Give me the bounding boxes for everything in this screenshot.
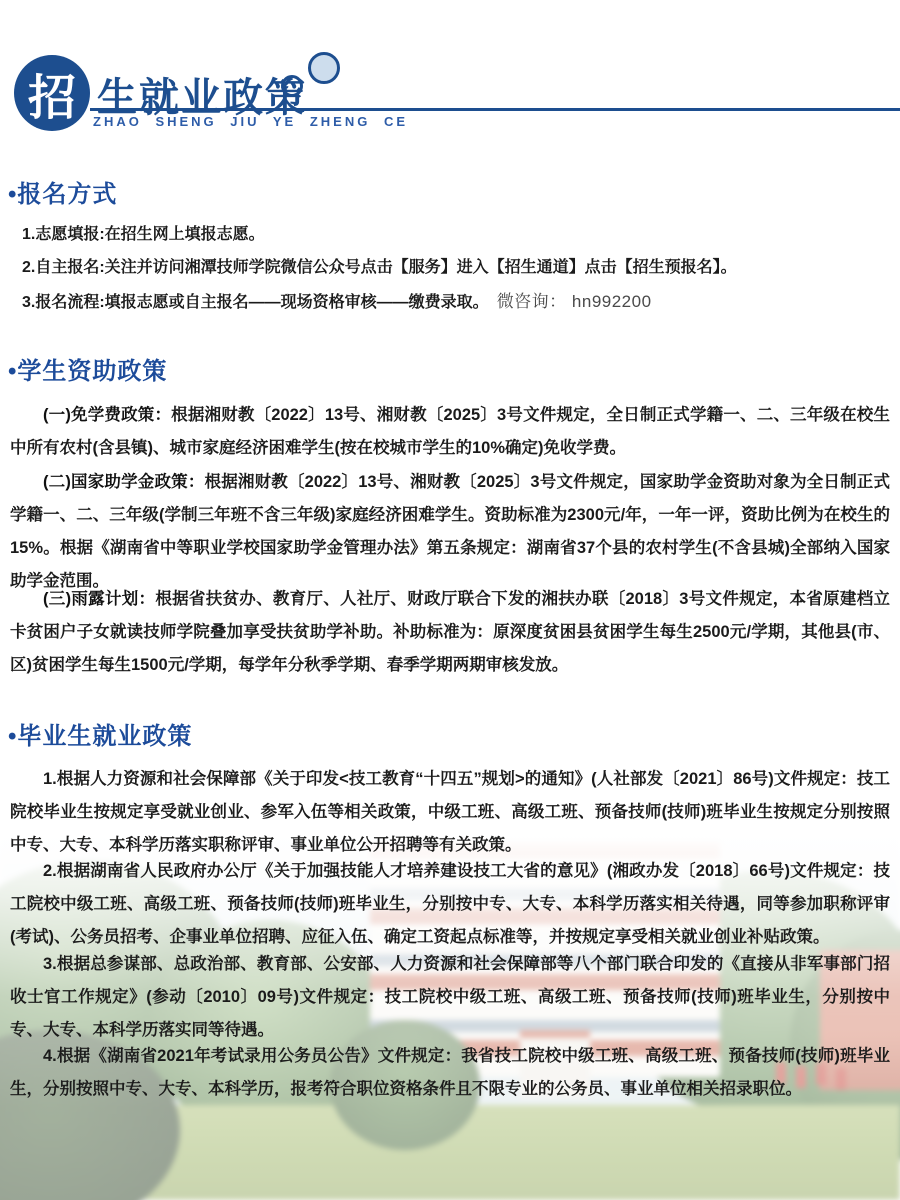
- aid-paragraph-national-grant: [10, 466, 890, 598]
- aid-paragraph-3-text: 根据省扶贫办、教育厅、人社厅、财政厅联合下发的湘扶办联〔2018〕3号文件规定，本省原建档立卡贫困户子女就读技师学院叠加享受扶贫助学补助。补助标准为：原深度贫困县贫困学生每生2500元/学期，其他县(市、区)贫困学生每生1500元/学期，每学年分秋季学期、春季学期两期审核发放。: [10, 590, 890, 674]
- section-heading-graduate-employment: •毕业生就业政策: [8, 723, 193, 750]
- registration-item-1: 1.志愿填报:在招生网上填报志愿。: [22, 226, 265, 243]
- registration-item-3-text: 3.报名流程:填报志愿或自主报名——现场资格审核——缴费录取。: [22, 294, 489, 311]
- aid-paragraph-2-label: (二)国家助学金政策：: [43, 473, 205, 491]
- aid-paragraph-tuition-waiver: [10, 399, 890, 465]
- employment-paragraph-4: 4.根据《湖南省2021年考试录用公务员公告》文件规定：我省技工院校中级工班、高级工班、预备技师(技师)班毕业生，分别按照中专、大专、本科学历，报考符合职位资格条件且不限专业的公务员、事业单位相关招录职位。: [10, 1047, 890, 1098]
- aid-paragraph-1-text: 根据湘财教〔2022〕13号、湘财教〔2025〕3号文件规定，全日制正式学籍一、二、三年级在校生中所有农村(含县镇)、城市家庭经济困难学生(按在校城市学生的10%确定)免收学费。: [10, 406, 890, 457]
- section-heading-registration: •报名方式: [8, 181, 118, 208]
- aid-paragraph-1-label: (一)免学费政策：: [43, 406, 172, 424]
- page-title: 生就业政策: [97, 76, 307, 120]
- employment-paragraph-2: 2.根据湖南省人民政府办公厅《关于加强技能人才培养建设技工大省的意见》(湘政办发〔2018〕66号)文件规定：技工院校中级工班、高级工班、预备技师(技师)班毕业生，分别按中专、大专、本科学历落实相关待遇，同等参加职称评审(考试)、公务员招考、企事业单位招聘、应征入伍、确定工资起点标准等，并按规定享受相关就业创业补贴政策。: [10, 862, 890, 946]
- aid-paragraph-2-text: 根据湘财教〔2022〕13号、湘财教〔2025〕3号文件规定，国家助学金资助对象为全日制正式学籍一、二、三年级(学制三年班不含三年级)家庭经济困难学生。资助标准为2300元/年，一年一评，资助比例为在校生的15%。根据《湖南省中等职业学校国家助学金管理办法》第五条规定：湖南省37个县的农村学生(不含县城)全部纳入国家助学金范围。: [10, 473, 890, 590]
- section-heading-student-aid: •学生资助政策: [8, 358, 168, 385]
- decorative-circle-large: [308, 52, 340, 84]
- page-title-pinyin: ZHAO SHENG JIU YE ZHENG CE: [93, 114, 409, 129]
- registration-item-2: 2.自主报名:关注并访问湘潭技师学院微信公众号点击【服务】进入【招生通道】点击【招生预报名】。: [22, 259, 737, 276]
- aid-paragraph-3-label: (三)雨露计划：: [43, 590, 156, 608]
- brand-badge-circle: [14, 55, 90, 131]
- brand-badge-character: 招: [27, 71, 76, 125]
- registration-item-3: [22, 287, 890, 312]
- employment-paragraph-1: 1.根据人力资源和社会保障部《关于印发<技工教育“十四五”规划>的通知》(人社部发〔2021〕86号)文件规定：技工院校毕业生按规定享受就业创业、参军入伍等相关政策，中级工班、高级工班、预备技师(技师)班毕业生按规定分别按照中专、大专、本科学历落实职称评审、事业单位公开招聘等有关政策。: [10, 770, 890, 854]
- aid-paragraph-yulu-plan: [10, 583, 890, 682]
- watermark-contact-text: 微咨询： hn992200: [496, 292, 652, 311]
- employment-paragraph-3: 3.根据总参谋部、总政治部、教育部、公安部、人力资源和社会保障部等八个部门联合印发的《直接从非军事部门招收士官工作规定》(参动〔2010〕09号)文件规定：技工院校中级工班、高级工班、预备技师(技师)班毕业生，分别按中专、大专、本科学历落实同等待遇。: [10, 955, 890, 1039]
